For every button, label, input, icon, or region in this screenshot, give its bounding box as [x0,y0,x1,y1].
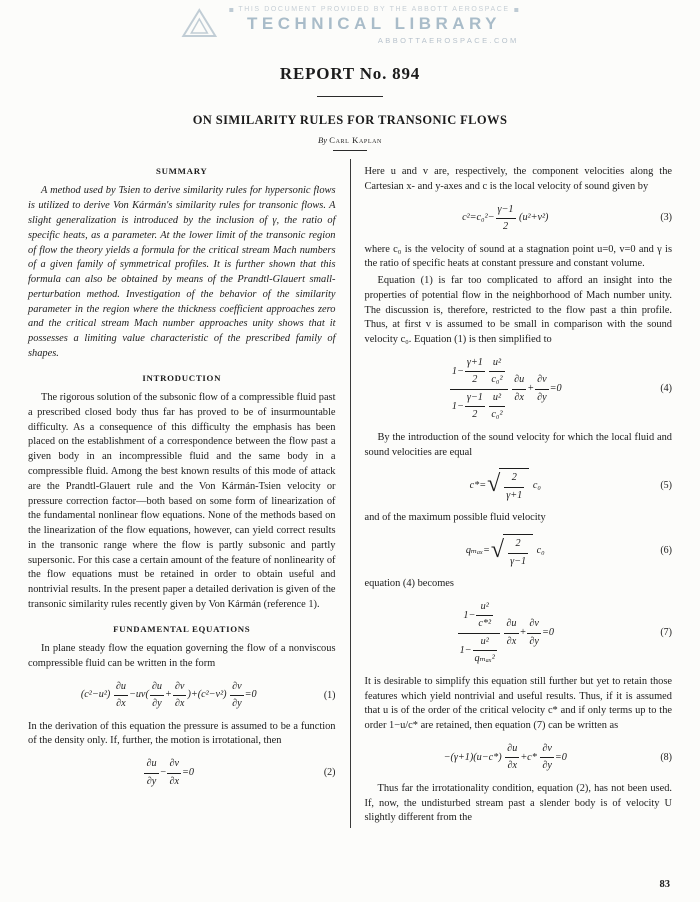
section-heading-summary: SUMMARY [155,166,208,176]
two-column-body [0,159,700,828]
paragraph: It is desirable to simplify this equation still further but yet to retain those features which yield nontrivial and useful results. Thus, if it is assumed that u is of the order of the critical velocity c* and if only terms up to the order 1−u/c* are retained, then equation (7) can be written as [364,675,672,732]
watermark-technical-library-text: TECHNICAL LIBRARY [246,14,502,33]
equation-8 [365,742,673,774]
equation-4-body: 1− $\frac{\gamma+1}{2}$ $\frac{\text{u²}}{\text{c₀²}}$ 1− $\frac{\gamma-1}{2}$ $\frac{\text{u²}}{\text{c₀²}}$ $\frac{\partial u}{\partial x}$ + $\frac{\partial v}{\partial y}$ =0 [451,356,562,421]
watermark-provided-by-line [229,6,518,13]
equation-3 [365,203,673,235]
registration-mark-icon [515,8,519,12]
document-title: ON SIMILARITY RULES FOR TRANSONIC FLOWS [192,113,508,127]
equation-4-number: (4) [660,383,672,395]
column-divider [350,159,351,828]
equation-5 [365,468,673,503]
summary-paragraph: A method used by Tsien to derive similarity rules for hypersonic flows is utilized to derive Von Kármán's similarity rules for transonic flows. A slight generalization is introduced by the inclusion of γ, the ratio of specific heats, as a parameter. At the lower limit of the transonic region of flow the theory yields a formula for the critical stream Mach numbers of a given family of symmetrical profiles. It is further shown that this formula can also be obtained by means of the Prandtl-Glauert small-perturbation method. Investigation of the behavior of the similarity parameter in the region where the thickness coefficient approaches zero and the critical stream Mach number approaches unity shows that it possesses a limiting value characteristic of the prescribed family of shapes. [28,185,336,359]
paragraph: and of the maximum possible fluid velocity [364,512,546,524]
equation-8-number: (8) [660,751,672,763]
page-number: 83 [659,879,670,890]
equation-2-number: (2) [323,767,336,779]
equation-3-number: (3) [660,212,672,224]
byline-divider [333,150,367,151]
paragraph: In the derivation of this equation the pressure is assumed to be a function of the density only. If, further, the motion is irrotational, then [28,720,336,747]
equation-5-body: c*= √ $\frac{2}{\gamma+1}$ c₀ [365,468,647,503]
equation-2-body: $\frac{\partial u}{\partial y}$ − $\frac{\partial v}{\partial x}$ =0 [146,758,195,787]
equation-6-body: qₘₐₓ= √ $\frac{2}{\gamma-1}$ c₀ [365,534,647,569]
paragraph: Here u and v are, respectively, the component velocities along the Cartesian x- and y-axes and c is the local velocity of sound given by [364,166,672,192]
paragraph: By the introduction of the sound velocity for which the local fluid and sound velocities are equal [364,431,672,458]
equation-1-number: (1) [323,689,336,701]
equation-4 [365,356,673,423]
section-heading-introduction: INTRODUCTION [142,372,222,383]
watermark-text-block [229,6,518,45]
right-column [365,159,673,828]
equation-3-body: c²=c₀²− $\frac{\gamma-1}{2}$ (u²+v²) [462,203,549,233]
equation-1 [28,680,336,712]
abbott-aerospace-logo-icon [181,8,217,43]
paragraph: Thus far the irrotationality condition, equation (2), has not been used. If, now, the undisturbed stream past a slender body is of velocity U slightly different from the [364,782,672,824]
watermark-website-text: ABBOTTAEROSPACE.COM [377,36,519,45]
title-divider [317,96,383,97]
watermark-provided-by-text: THIS DOCUMENT PROVIDED BY THE ABBOTT AEROSPACE [238,6,510,13]
equation-8-body: −(γ+1)(u−c*) $\frac{\partial u}{\partial x}$ +c* $\frac{\partial v}{\partial y}$ =0 [443,742,567,772]
equation-7-body: 1− $\frac{\text{u²}}{\text{c*²}}$ 1− $\frac{\text{u²}}{\text{qₘₐₓ²}}$ $\frac{\partial u}{\partial x}$ + $\frac{\partial v}{\partial y}$ =0 [459,600,554,665]
equation-5-number: (5) [660,479,672,491]
byline-prefix: By [318,135,328,145]
paragraph: In plane steady flow the equation governing the flow of a nonviscous compressible fluid can be written in the form [28,643,336,669]
author-name: Carl Kaplan [329,135,382,145]
equation-6-number: (6) [660,545,672,557]
paragraph: Equation (1) is far too complicated to afford an insight into the properties of potential flow in the neighborhood of Mach number unity. The discussion is, therefore, restricted to the flow past a thin profile. Thus, at first v is assumed to be small in comparison with the sound velocity c₀. Equation (1) is then simplified to [364,275,672,346]
equation-6 [365,534,673,569]
paragraph: equation (4) becomes [364,578,454,590]
introduction-paragraph: The rigorous solution of the subsonic flow of a compressible fluid past a prescribed closed body thus far has proved to be of insurmountable difficulty. As a consequence of this difficulty the emphasis has been placed on the establishment of a correspondence between the flow past a given body in an incompressible fluid and the same body in a compressible fluid. Among the best known results of this mode of attack are the Prandtl-Glauert rule and the Von Kármán-Tsien velocity or pressure correction factor—both based on some form of linearization of the fundamental nonlinear flow equations. None of the methods based on the linearization of the flow equations, however, can yield correct results in the transonic range where the flow is partly subsonic and partly supersonic. For this case a certain amount of the feature of nonlinearity of the flow equations must be retained in order to obtain useful and nontrivial results. In the present paper a detailed derivation is given of the transonic similarity rules recently given by Von Kármán (reference 1). [28,392,336,610]
provider-watermark [181,6,518,45]
paragraph: where c₀ is the velocity of sound at a stagnation point u=0, v=0 and γ is the ratio of specific heats at constant pressure and constant volume. [364,243,672,270]
equation-1-body: (c²−u²) $\frac{\partial u}{\partial x}$ −uv( $\frac{\partial u}{\partial y}$ + $\frac{\partial v}{\partial x}$ )+(c²−v²) $\frac{\partial v}{\partial y}$ =0 [80,680,257,710]
section-heading-fundamental-equations: FUNDAMENTAL EQUATIONS [113,623,251,634]
left-column [28,159,336,828]
equation-7-number: (7) [660,627,672,639]
report-number-title: REPORT No. 894 [279,64,421,83]
byline [0,135,700,145]
equation-2 [28,757,336,789]
equation-7 [365,600,673,667]
registration-mark-icon [229,8,233,12]
